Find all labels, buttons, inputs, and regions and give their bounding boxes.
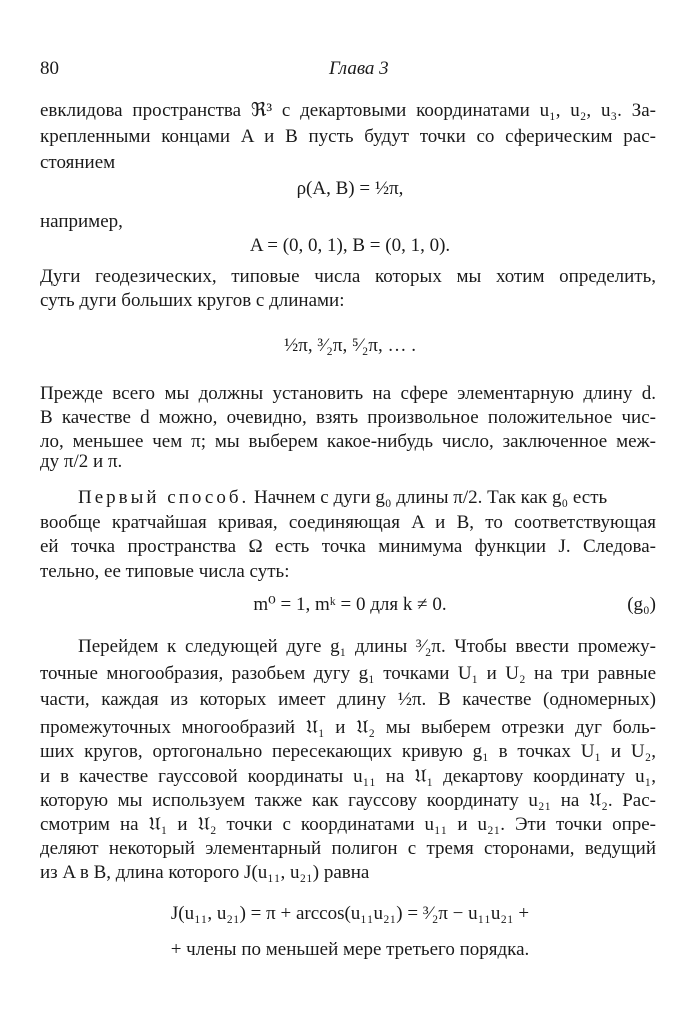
text-line: например, [40, 211, 123, 232]
formula-type-numbers [0, 593, 700, 617]
text-line: суть дуги больших кругов с длинами: [40, 290, 345, 311]
text-line: из A в B, длина которого J(u₁₁, u₂₁) равна [40, 862, 370, 883]
text-line: крепленными концами A и B пусть будут точки со сферическим рас- [40, 126, 656, 147]
text-line: смотрим на 𝔘₁ и 𝔘₂ точки с координатами u₁₁ и u₂₁. Эти точки опре- [40, 814, 656, 835]
text-line: вообще кратчайшая кривая, соединяющая A и B, то соответствующая [40, 512, 656, 533]
page-number: 80 [40, 58, 59, 79]
text-line: которую мы используем также как гауссову координату u₂₁ на 𝔘₂. Рас- [40, 790, 656, 811]
text-line: ших кругов, ортогонально пересекающих кривую g₁ в точках U₁ и U₂, [40, 741, 656, 762]
text-line: ло, меньшее чем π; мы выберем какое-нибудь число, заключенное меж- [40, 431, 656, 452]
text-line: Дуги геодезических, типовые числа которых мы хотим определить, [40, 266, 656, 287]
text-line: Перейдем к следующей дуге g₁ длины ³⁄₂π. Чтобы ввести промежу- [78, 636, 656, 657]
formula-length-expansion: J(u₁₁, u₂₁) = π + arccos(u₁₁u₂₁) = ³⁄₂π − u₁₁u₂₁ + [170, 903, 530, 924]
text-line: стоянием [40, 152, 116, 173]
method-heading: Первый способ. [78, 487, 250, 508]
text-line: В качестве d можно, очевидно, взять произвольное положительное чис- [40, 407, 656, 428]
text-line: деляют некоторый элементарный полигон с тремя сторонами, ведущий [40, 838, 656, 859]
method-text: Начнем с дуги g₀ длины π/2. Так как g₀ есть [253, 487, 608, 508]
equation-tag: (g₀) [627, 594, 656, 615]
text-line: и в качестве гауссовой координаты u₁₁ на 𝔘₁ декартову координату u₁, [40, 766, 656, 787]
text-line: евклидова пространства ℜ³ с декартовыми координатами u₁, u₂, u₃. За- [40, 100, 656, 121]
text-line: точные многообразия, разобьем дугу g₁ точками U₁ и U₂ на три равные [40, 663, 656, 684]
text-line: части, каждая из которых имеет длину ½π. В качестве (одномерных) [40, 689, 656, 710]
text-line: Прежде всего мы должны установить на сфере элементарную длину d. [40, 383, 656, 404]
running-header: Глава 3 [329, 58, 389, 79]
formula-points: A = (0, 0, 1), B = (0, 1, 0). [249, 235, 451, 256]
formula-distance: ρ(A, B) = ½π, [296, 178, 404, 199]
text-line: ду π/2 и π. [40, 451, 123, 472]
text-line [78, 486, 656, 510]
text-line: тельно, ее типовые числа суть: [40, 561, 290, 582]
formula-continuation: + члены по меньшей мере третьего порядка. [170, 939, 530, 960]
text-line: ей точка пространства Ω есть точка минимума функции J. Следова- [40, 536, 656, 557]
text-line: промежуточных многообразий 𝔘₁ и 𝔘₂ мы выберем отрезки дуг боль- [40, 717, 656, 738]
formula-lengths: ½π, ³⁄₂π, ⁵⁄₂π, … . [284, 335, 416, 356]
formula-text: m⁰ = 1, mᵏ = 0 для k ≠ 0. [253, 594, 447, 615]
